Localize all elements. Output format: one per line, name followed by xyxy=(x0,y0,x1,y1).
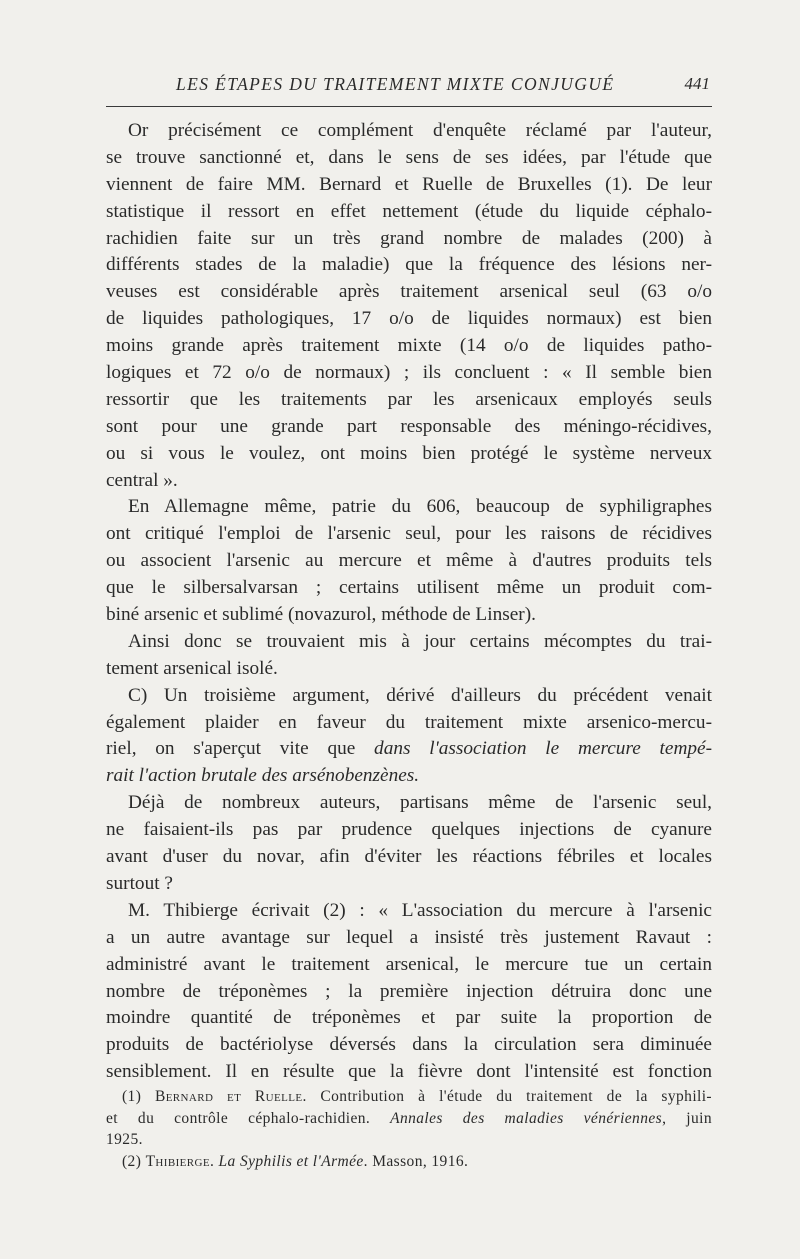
text-line: viennent de faire MM. Bernard et Ruelle de Bruxelles (1). De leur xyxy=(106,173,712,195)
body-text xyxy=(106,118,712,1086)
text-line: Ainsi donc se trouvaient mis à jour certains mécomptes du trai- xyxy=(128,630,712,652)
text-line xyxy=(106,736,712,763)
footnote-2 xyxy=(106,1151,712,1173)
text-line: produits de bactériolyse déversés dans la circulation sera diminuée xyxy=(106,1034,712,1056)
text-line: rachidien faite sur un très grand nombre de malades (200) à xyxy=(106,227,712,249)
text-segment: . Masson, 1916. xyxy=(363,1152,469,1170)
footnote-authors: Bernard et Ruelle xyxy=(154,1088,303,1105)
text-segment: . xyxy=(209,1152,219,1170)
text-line: se trouve sanctionné et, dans le sens de ses idées, par l'étude que xyxy=(106,146,712,168)
text-line: de liquides pathologiques, 17 o/o de liquides normaux) est bien xyxy=(106,308,712,330)
text-line: différents stades de la maladie) que la fréquence des lésions ner- xyxy=(106,254,712,276)
italic-text: dans l'association le mercure tempé- xyxy=(374,738,713,760)
header-rule xyxy=(106,106,712,107)
text-line: C) Un troisième argument, dérivé d'ailleurs du précédent venait xyxy=(128,684,712,706)
text-segment: . Contribution à l'étude du traitement de la syphili- xyxy=(302,1088,712,1105)
text-line: En Allemagne même, patrie du 606, beaucoup de syphiligraphes xyxy=(128,496,712,518)
text-line: statistique il ressort en effet nettement (étude du liquide céphalo- xyxy=(106,200,712,222)
text-segment: , juin xyxy=(662,1109,712,1127)
footnote-author: Thibierge xyxy=(145,1152,210,1170)
text-segment: et du contrôle céphalo-rachidien. xyxy=(106,1109,391,1127)
text-line: rait l'action brutale des arsénobenzènes. xyxy=(106,765,420,787)
text-line: sont pour une grande part responsable des méningo-récidives, xyxy=(106,415,712,437)
text-segment: riel, on s'aperçut vite que xyxy=(106,738,375,760)
text-line: également plaider en faveur du traitement mixte arsenico-mercu- xyxy=(106,711,712,733)
text-line: avant d'user du novar, afin d'éviter les réactions fébriles et locales xyxy=(106,846,712,868)
footnotes xyxy=(106,1086,712,1172)
running-title: LES ÉTAPES DU TRAITEMENT MIXTE CONJUGUÉ xyxy=(176,74,615,94)
text-line: surtout ? xyxy=(106,872,173,894)
footnote-1-cont xyxy=(106,1108,712,1130)
text-line: sensiblement. Il en résulte que la fièvre dont l'intensité est fonction xyxy=(106,1061,712,1083)
text-line: Déjà de nombreux auteurs, partisans même de l'arsenic seul, xyxy=(128,792,712,814)
text-line: veuses est considérable après traitement arsenical seul (63 o/o xyxy=(106,281,712,303)
footnote-1 xyxy=(106,1086,712,1108)
text-line: ressortir que les traitements par les arsenicaux employés seuls xyxy=(106,388,712,410)
footnote-marker: (2) xyxy=(122,1152,146,1170)
text-line: ou si vous le voulez, ont moins bien protégé le système nerveux xyxy=(106,442,712,464)
page-number: 441 xyxy=(684,74,710,93)
text-line: moindre quantité de tréponèmes et par suite la proportion de xyxy=(106,1007,712,1029)
text-line: nombre de tréponèmes ; la première injection détruira donc une xyxy=(106,980,712,1002)
text-line: biné arsenic et sublimé (novazurol, méthode de Linser). xyxy=(106,604,536,626)
text-line: administré avant le traitement arsenical, le mercure tue un certain xyxy=(106,953,712,975)
text-line: tement arsenical isolé. xyxy=(106,657,278,679)
text-line: a un autre avantage sur lequel a insisté très justement Ravaut : xyxy=(106,926,712,948)
text-line: logiques et 72 o/o de normaux) ; ils concluent : « Il semble bien xyxy=(106,362,712,384)
book-title: La Syphilis et l'Armée xyxy=(218,1152,364,1170)
text-line: moins grande après traitement mixte (14 o/o de liquides patho- xyxy=(106,335,712,357)
text-line: que le silbersalvarsan ; certains utilisent même un produit com- xyxy=(106,577,712,599)
text-line: Or précisément ce complément d'enquête réclamé par l'auteur, xyxy=(128,120,712,141)
journal-title: Annales des maladies vénériennes xyxy=(390,1109,663,1127)
footnote-1-year: 1925. xyxy=(106,1131,143,1148)
page-header xyxy=(106,70,712,102)
text-line: ne faisaient-ils pas par prudence quelques injections de cyanure xyxy=(106,819,712,841)
text-line: ou associent l'arsenic au mercure et même à d'autres produits tels xyxy=(106,550,712,572)
text-line: central ». xyxy=(106,469,178,491)
text-line: M. Thibierge écrivait (2) : « L'association du mercure à l'arsenic xyxy=(128,899,712,921)
text-line: ont critiqué l'emploi de l'arsenic seul, pour les raisons de récidives xyxy=(106,523,712,545)
footnote-marker: (1) xyxy=(122,1088,155,1105)
